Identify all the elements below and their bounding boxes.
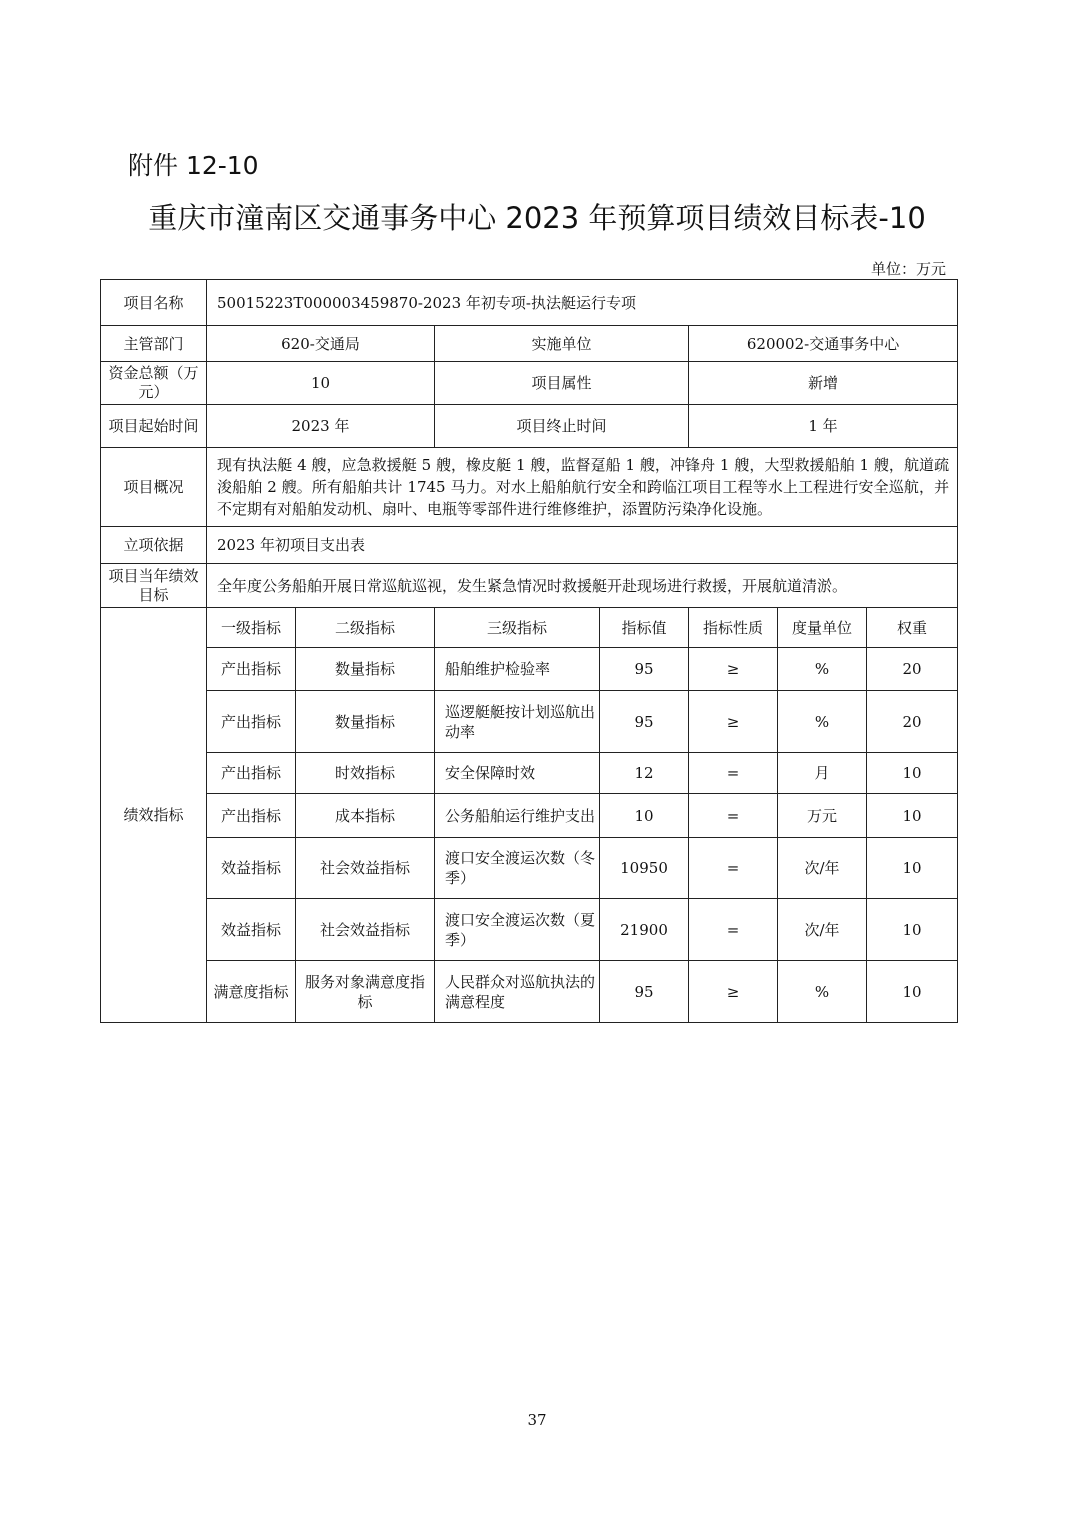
table-row [101, 753, 958, 794]
level3-cell: 安全保障时效 [435, 753, 600, 794]
level3-cell: 巡逻艇艇按计划巡航出动率 [435, 691, 600, 753]
table-row [101, 794, 958, 838]
unit-cell: % [778, 648, 867, 691]
level2-cell: 社会效益指标 [296, 838, 435, 899]
table-row [101, 648, 958, 691]
annual-goal-value: 全年度公务船舶开展日常巡航巡视，发生紧急情况时救援艇开赴现场进行救援，开展航道清淤。 [207, 564, 958, 608]
nature-cell: = [689, 794, 778, 838]
header-value: 指标值 [600, 608, 689, 648]
level2-cell: 服务对象满意度指标 [296, 961, 435, 1023]
nature-cell: = [689, 838, 778, 899]
project-attr-label: 项目属性 [435, 362, 689, 405]
value-cell: 95 [600, 961, 689, 1023]
header-level3: 三级指标 [435, 608, 600, 648]
header-level1: 一级指标 [207, 608, 296, 648]
table-row [101, 961, 958, 1023]
level2-cell: 数量指标 [296, 691, 435, 753]
header-level2: 二级指标 [296, 608, 435, 648]
value-cell: 95 [600, 691, 689, 753]
level1-cell: 产出指标 [207, 691, 296, 753]
level3-cell: 人民群众对巡航执法的满意程度 [435, 961, 600, 1023]
level1-cell: 产出指标 [207, 753, 296, 794]
overview-value: 现有执法艇 4 艘，应急救援艇 5 艘，橡皮艇 1 艘，监督趸船 1 艘，冲锋舟 1 艘，大型救援船舶 1 艘，航道疏浚船舶 2 艘。所有船舶共计 1745 马力。对水上船舶航行安全和跨临江项目工程等水上工程进行安全巡航，并不定期有对船舶发动机、扇叶、电瓶等零部件进行维修维护，添置防污染净化设施。 [207, 448, 958, 527]
header-nature: 指标性质 [689, 608, 778, 648]
fund-label: 资金总额（万元） [101, 362, 207, 405]
header-unit: 度量单位 [778, 608, 867, 648]
row-department [101, 326, 958, 362]
unit-cell: 万元 [778, 794, 867, 838]
level3-cell: 公务船舶运行维护支出 [435, 794, 600, 838]
nature-cell: ≥ [689, 961, 778, 1023]
unit-label: 单位：万元 [870, 260, 946, 278]
weight-cell: 10 [867, 753, 958, 794]
attachment-label: 附件 12-10 [128, 151, 259, 180]
row-fund [101, 362, 958, 405]
level2-cell: 数量指标 [296, 648, 435, 691]
unit-cell: % [778, 691, 867, 753]
overview-label: 项目概况 [101, 448, 207, 527]
weight-cell: 10 [867, 961, 958, 1023]
level3-cell: 渡口安全渡运次数（冬季） [435, 838, 600, 899]
nature-cell: = [689, 899, 778, 961]
row-period [101, 405, 958, 448]
level1-cell: 满意度指标 [207, 961, 296, 1023]
row-project-name [101, 280, 958, 326]
annual-goal-label: 项目当年绩效目标 [101, 564, 207, 608]
level1-cell: 产出指标 [207, 648, 296, 691]
table-row [101, 899, 958, 961]
weight-cell: 10 [867, 838, 958, 899]
end-time-value: 1 年 [689, 405, 958, 448]
nature-cell: ≥ [689, 691, 778, 753]
level1-cell: 效益指标 [207, 838, 296, 899]
header-weight: 权重 [867, 608, 958, 648]
level2-cell: 社会效益指标 [296, 899, 435, 961]
unit-cell: 次/年 [778, 838, 867, 899]
table-row [101, 691, 958, 753]
value-cell: 12 [600, 753, 689, 794]
basis-label: 立项依据 [101, 527, 207, 564]
row-annual-goal [101, 564, 958, 608]
level3-cell: 船舶维护检验率 [435, 648, 600, 691]
end-time-label: 项目终止时间 [435, 405, 689, 448]
value-cell: 10950 [600, 838, 689, 899]
value-cell: 21900 [600, 899, 689, 961]
unit-cell: 月 [778, 753, 867, 794]
value-cell: 95 [600, 648, 689, 691]
weight-cell: 20 [867, 648, 958, 691]
dept-label: 主管部门 [101, 326, 207, 362]
impl-unit-label: 实施单位 [435, 326, 689, 362]
fund-value: 10 [207, 362, 435, 405]
project-attr-value: 新增 [689, 362, 958, 405]
level3-cell: 渡口安全渡运次数（夏季） [435, 899, 600, 961]
start-time-label: 项目起始时间 [101, 405, 207, 448]
impl-unit-value: 620002-交通事务中心 [689, 326, 958, 362]
row-overview [101, 448, 958, 527]
weight-cell: 10 [867, 899, 958, 961]
row-basis [101, 527, 958, 564]
table-row [101, 838, 958, 899]
weight-cell: 10 [867, 794, 958, 838]
level1-cell: 产出指标 [207, 794, 296, 838]
level1-cell: 效益指标 [207, 899, 296, 961]
indicator-header-row [101, 608, 958, 648]
unit-cell: 次/年 [778, 899, 867, 961]
unit-cell: % [778, 961, 867, 1023]
level2-cell: 时效指标 [296, 753, 435, 794]
weight-cell: 20 [867, 691, 958, 753]
level2-cell: 成本指标 [296, 794, 435, 838]
indicators-section-label: 绩效指标 [101, 608, 207, 1023]
performance-target-table [100, 279, 958, 1023]
value-cell: 10 [600, 794, 689, 838]
start-time-value: 2023 年 [207, 405, 435, 448]
page-number: 37 [527, 1411, 547, 1429]
project-name-value: 50015223T000003459870-2023 年初专项-执法艇运行专项 [207, 280, 958, 326]
nature-cell: = [689, 753, 778, 794]
nature-cell: ≥ [689, 648, 778, 691]
document-title: 重庆市潼南区交通事务中心 2023 年预算项目绩效目标表-10 [148, 201, 926, 235]
basis-value: 2023 年初项目支出表 [207, 527, 958, 564]
project-name-label: 项目名称 [101, 280, 207, 326]
dept-value: 620-交通局 [207, 326, 435, 362]
